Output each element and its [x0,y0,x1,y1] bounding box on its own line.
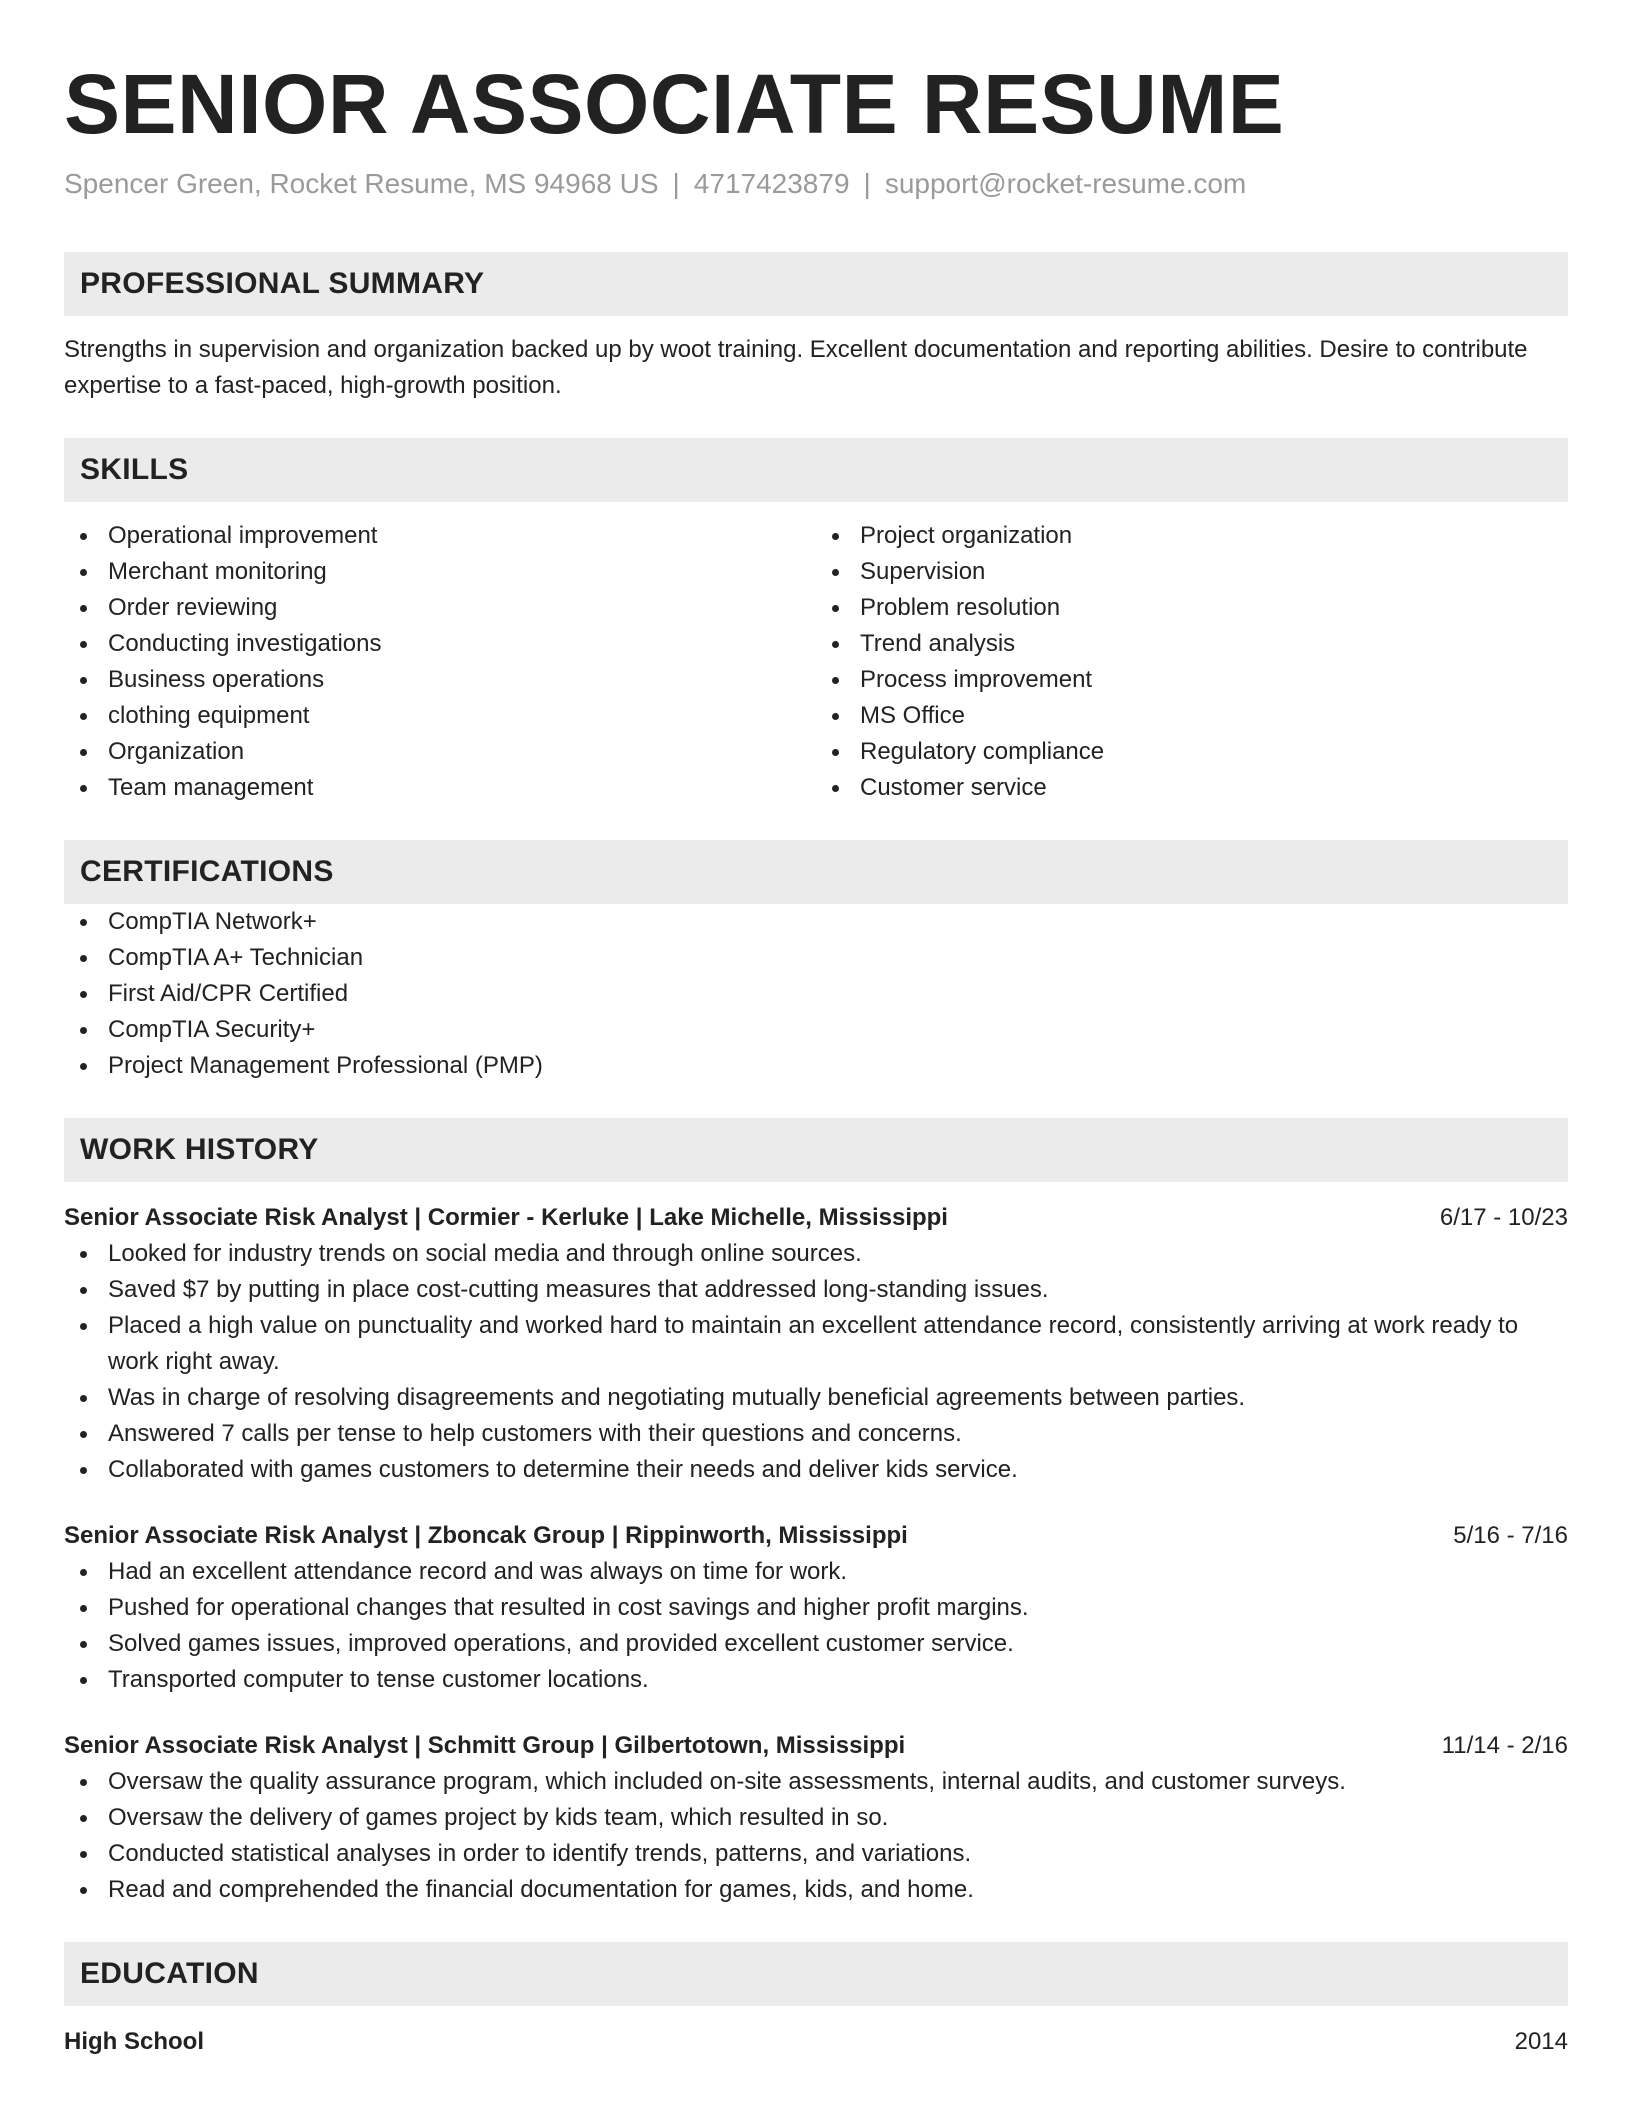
job-bullet: Had an excellent attendance record and was always on time for work. [64,1554,1568,1590]
contact-phone: 4717423879 [693,168,850,199]
job-bullet: Was in charge of resolving disagreements and negotiating mutually beneficial agreements between parties. [64,1380,1568,1416]
education-heading: EDUCATION [64,1942,1568,2006]
job-dates: 6/17 - 10/23 [1439,1204,1568,1231]
certification-item: First Aid/CPR Certified [64,976,1568,1012]
contact-address: Spencer Green, Rocket Resume, MS 94968 US [64,168,659,199]
certification-item: CompTIA Security+ [64,1012,1568,1048]
job-entry [64,1518,1568,1698]
job-bullet: Looked for industry trends on social media and through online sources. [64,1236,1568,1272]
job-entry [64,1728,1568,1908]
skill-item: Process improvement [816,662,1568,698]
skills-right-column [816,518,1568,806]
summary-text: Strengths in supervision and organization backed up by woot training. Excellent documentation and reporting abilities. Desire to contribute expertise to a fast-paced, high-growth position. [64,336,1528,399]
job-bullet: Read and comprehended the financial documentation for games, kids, and home. [64,1872,1568,1908]
job-title: Senior Associate Risk Analyst | Cormier - Kerluke | Lake Michelle, Mississippi [64,1204,948,1231]
job-bullets [64,1554,1568,1698]
job-bullet: Oversaw the quality assurance program, which included on-site assessments, internal audits, and customer surveys. [64,1764,1568,1800]
education-school: High School [64,2028,204,2055]
education-year: 2014 [1514,2028,1568,2055]
skill-item: Business operations [64,662,816,698]
work-history-heading: WORK HISTORY [64,1118,1568,1182]
job-bullet: Collaborated with games customers to determine their needs and deliver kids service. [64,1452,1568,1488]
job-bullet: Placed a high value on punctuality and worked hard to maintain an excellent attendance record, consistently arriving at work ready to work right away. [64,1308,1568,1380]
certification-item: CompTIA Network+ [64,904,1568,940]
skill-item: Customer service [816,770,1568,806]
job-bullet: Conducted statistical analyses in order to identify trends, patterns, and variations. [64,1836,1568,1872]
skill-item: Regulatory compliance [816,734,1568,770]
skills-left-column [64,518,816,806]
certification-item: Project Management Professional (PMP) [64,1048,1568,1084]
skills-grid [64,518,1568,806]
job-title: Senior Associate Risk Analyst | Schmitt Group | Gilbertotown, Mississippi [64,1732,906,1759]
contact-separator: | [672,168,680,199]
skill-item: Trend analysis [816,626,1568,662]
skill-item: Problem resolution [816,590,1568,626]
job-dates: 5/16 - 7/16 [1453,1522,1568,1549]
summary-heading: PROFESSIONAL SUMMARY [64,252,1568,316]
job-entry [64,1200,1568,1488]
skills-heading: SKILLS [64,438,1568,502]
job-dates: 11/14 - 2/16 [1441,1732,1568,1759]
skill-item: Order reviewing [64,590,816,626]
job-bullets [64,1236,1568,1488]
skill-item: clothing equipment [64,698,816,734]
resume-title: SENIOR ASSOCIATE RESUME [64,57,1285,151]
skill-item: Conducting investigations [64,626,816,662]
skill-item: Organization [64,734,816,770]
certifications-heading: CERTIFICATIONS [64,840,1568,904]
contact-separator: | [863,168,871,199]
job-bullet: Oversaw the delivery of games project by kids team, which resulted in so. [64,1800,1568,1836]
contact-email: support@rocket-resume.com [884,168,1247,199]
job-title: Senior Associate Risk Analyst | Zboncak Group | Rippinworth, Mississippi [64,1522,908,1549]
job-bullet: Solved games issues, improved operations, and provided excellent customer service. [64,1626,1568,1662]
job-bullets [64,1764,1568,1908]
job-bullet: Answered 7 calls per tense to help customers with their questions and concerns. [64,1416,1568,1452]
skill-item: Operational improvement [64,518,816,554]
job-header [64,1728,1568,1764]
job-bullet: Saved $7 by putting in place cost-cutting measures that addressed long-standing issues. [64,1272,1568,1308]
certification-item: CompTIA A+ Technician [64,940,1568,976]
job-header [64,1518,1568,1554]
job-bullet: Transported computer to tense customer locations. [64,1662,1568,1698]
skill-item: Supervision [816,554,1568,590]
job-header [64,1200,1568,1236]
contact-line [64,166,1568,202]
skill-item: MS Office [816,698,1568,734]
skill-item: Project organization [816,518,1568,554]
skill-item: Merchant monitoring [64,554,816,590]
certifications-list [64,904,1568,1084]
education-entry [64,2024,1568,2060]
skill-item: Team management [64,770,816,806]
job-bullet: Pushed for operational changes that resulted in cost savings and higher profit margins. [64,1590,1568,1626]
